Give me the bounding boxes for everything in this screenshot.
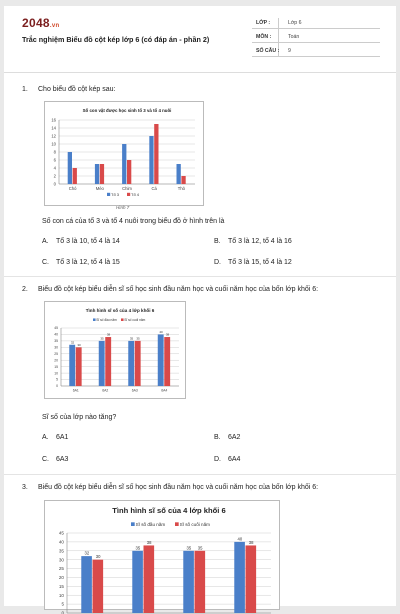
y-tick-label: 15 [58, 583, 64, 589]
x-tick-label: Chim [122, 186, 132, 192]
data-label: 35 [129, 336, 134, 341]
bar-series2 [127, 160, 131, 184]
bar-series1 [158, 334, 164, 386]
y-tick-label: 5 [56, 377, 58, 382]
bar-series2 [76, 347, 82, 386]
legend-swatch [121, 318, 124, 321]
legend-label: Sĩ số cuối năm [124, 318, 146, 322]
option-text: 6A3 [56, 456, 69, 463]
meta-subject [252, 30, 380, 43]
q1-option-d[interactable] [214, 259, 292, 266]
legend-label: Sĩ số đầu năm [135, 522, 166, 527]
x-tick-label: Mèo [95, 186, 104, 192]
meta-subject-key: MÔN : [256, 34, 272, 40]
question-separator [4, 474, 396, 475]
option-text: Tổ 3 là 15, tổ 4 là 12 [228, 259, 292, 266]
y-tick-label: 0 [56, 384, 58, 389]
y-tick-label: 45 [54, 326, 58, 331]
question-2-text: Biểu đồ cột kép biểu diễn sĩ số học sinh đầu năm học và cuối năm học của bốn lớp khối 6: [38, 286, 319, 293]
chart-title: Tình hình sĩ số của 4 lớp khối 6 [85, 308, 155, 313]
legend-label: Tổ 4 [131, 192, 140, 197]
option-letter: B. [214, 238, 221, 245]
question-1-prompt: Số con cá của tổ 3 và tổ 4 nuôi trong biểu đồ ở hình trên là [42, 218, 225, 225]
option-text: Tổ 3 là 10, tổ 4 là 14 [56, 238, 120, 245]
bar-series1 [81, 556, 92, 613]
y-tick-label: 12 [51, 133, 56, 139]
data-label: 30 [77, 342, 81, 347]
bar-series2 [100, 164, 104, 184]
data-label: 38 [106, 332, 111, 337]
y-tick-label: 14 [51, 125, 56, 131]
data-label: 32 [84, 550, 90, 556]
x-tick-label: Chó [68, 186, 77, 192]
bar-series2 [135, 341, 141, 386]
question-2-number: 2. [22, 286, 28, 293]
y-tick-label: 0 [53, 181, 56, 187]
bar-series2 [93, 560, 104, 613]
q1-option-b[interactable] [214, 238, 292, 245]
logo-suffix: .vn [49, 23, 60, 29]
option-letter: D. [214, 259, 221, 266]
chart-title: Tình hình sĩ số của 4 lớp khối 6 [112, 506, 226, 515]
bar-series1 [149, 136, 153, 184]
meta-class-value: Lớp 6 [288, 20, 302, 26]
data-label: 38 [248, 539, 254, 545]
chart-3 [45, 501, 279, 614]
option-letter: B. [214, 434, 221, 441]
question-3-text: Biểu đồ cột kép biểu diễn sĩ số học sinh đầu năm học và cuối năm học của bốn lớp khối 6: [38, 484, 319, 491]
question-2-prompt: Sĩ số của lớp nào tăng? [42, 414, 117, 421]
chart-1 [45, 102, 203, 205]
q1-option-c[interactable] [42, 259, 120, 266]
x-tick-label: Thỏ [177, 186, 186, 192]
data-label: 35 [100, 336, 104, 341]
page-title: Trắc nghiệm Biểu đồ cột kép lớp 6 (có đáp án - phần 2) [22, 35, 210, 44]
q2-option-a[interactable] [42, 434, 68, 441]
y-tick-label: 10 [51, 141, 56, 147]
legend-swatch [175, 522, 179, 526]
y-tick-label: 10 [58, 592, 64, 598]
data-label: 35 [197, 545, 203, 551]
chart-1-frame [44, 101, 204, 206]
option-letter: C. [42, 259, 49, 266]
bar-series2 [164, 337, 170, 386]
q2-option-b[interactable] [214, 434, 240, 441]
option-letter: A. [42, 238, 49, 245]
y-tick-label: 16 [51, 117, 56, 123]
bar-series2 [181, 176, 185, 184]
bar-series1 [99, 341, 105, 386]
data-label: 40 [237, 536, 243, 542]
figure-caption: Hình 7 [116, 205, 130, 210]
x-tick-label: 6A2 [102, 388, 109, 393]
worksheet-page [4, 6, 396, 614]
meta-count-key: SỐ CÂU : [256, 48, 280, 54]
bar-series1 [122, 144, 126, 184]
option-letter: C. [42, 456, 49, 463]
data-label: 38 [165, 332, 170, 337]
y-tick-label: 8 [53, 149, 56, 155]
y-tick-label: 45 [58, 530, 64, 536]
x-tick-label: Cá [151, 186, 157, 192]
option-letter: A. [42, 434, 49, 441]
q1-option-a[interactable] [42, 238, 120, 245]
page-header [4, 6, 396, 70]
question-separator [4, 276, 396, 277]
meta-subject-value: Toán [288, 34, 300, 40]
x-tick-label: 6A1 [72, 388, 79, 393]
bar-series1 [183, 551, 194, 613]
question-1-number: 1. [22, 86, 28, 93]
legend-label: Tổ 3 [111, 192, 120, 197]
y-tick-label: 20 [54, 358, 58, 363]
chart-2 [45, 302, 185, 398]
option-letter: D. [214, 456, 221, 463]
option-text: 6A4 [228, 456, 241, 463]
chart-3-frame [44, 500, 280, 614]
bar-series1 [177, 164, 181, 184]
legend-label: Sĩ số cuối năm [179, 522, 210, 527]
option-text: 6A2 [228, 434, 241, 441]
data-label: 32 [70, 340, 75, 345]
question-1-text: Cho biểu đồ cột kép sau: [38, 86, 116, 93]
legend-swatch [127, 193, 130, 196]
y-tick-label: 30 [54, 345, 58, 350]
y-tick-label: 10 [54, 371, 58, 376]
data-label: 38 [146, 539, 152, 545]
option-text: Tổ 3 là 12, tổ 4 là 15 [56, 259, 120, 266]
y-tick-label: 40 [58, 539, 64, 545]
y-tick-label: 25 [54, 351, 58, 356]
bar-series1 [234, 542, 245, 613]
chart-2-frame [44, 301, 186, 399]
y-tick-label: 25 [58, 566, 64, 572]
y-tick-label: 4 [53, 165, 56, 171]
option-text: 6A1 [56, 434, 69, 441]
chart-title: Số con vật được học sinh tổ 3 và tổ 4 nuôi [82, 108, 172, 113]
y-tick-label: 35 [58, 548, 64, 554]
y-tick-label: 2 [53, 173, 56, 179]
meta-class-key: LỚP : [256, 20, 271, 26]
data-label: 30 [95, 554, 101, 560]
site-logo[interactable] [22, 16, 59, 30]
y-tick-label: 40 [54, 332, 58, 337]
bar-series2 [73, 168, 77, 184]
meta-count [252, 44, 380, 57]
bar-series2 [105, 337, 111, 386]
data-label: 35 [135, 545, 141, 551]
y-tick-label: 30 [58, 557, 64, 563]
logo-text: 2048 [22, 16, 50, 30]
y-tick-label: 15 [54, 364, 58, 369]
data-label: 35 [186, 545, 192, 551]
legend-swatch [93, 318, 96, 321]
bar-series1 [132, 551, 143, 613]
x-tick-label: 6A3 [131, 388, 138, 393]
y-tick-label: 6 [53, 157, 56, 163]
bar-series2 [154, 124, 158, 184]
bar-series2 [195, 551, 206, 613]
question-3-number: 3. [22, 484, 28, 491]
y-tick-label: 5 [61, 601, 64, 607]
data-label: 40 [159, 329, 163, 334]
bar-series2 [246, 545, 257, 613]
y-tick-label: 0 [61, 610, 64, 614]
option-text: Tổ 3 là 12, tổ 4 là 16 [228, 238, 292, 245]
y-tick-label: 20 [58, 575, 64, 581]
x-tick-label: 6A4 [161, 388, 168, 393]
q2-option-d[interactable] [214, 456, 240, 463]
data-label: 35 [136, 336, 140, 341]
meta-class [252, 16, 380, 29]
y-tick-label: 35 [54, 339, 58, 344]
q2-option-c[interactable] [42, 456, 68, 463]
bar-series1 [95, 164, 99, 184]
bar-series1 [69, 345, 75, 386]
bar-series1 [128, 341, 134, 386]
header-divider [4, 72, 396, 73]
bar-series1 [68, 152, 72, 184]
legend-label: Sĩ số đầu năm [96, 318, 117, 322]
bar-series2 [144, 545, 155, 613]
legend-swatch [131, 522, 135, 526]
meta-count-value: 9 [288, 48, 291, 54]
legend-swatch [107, 193, 110, 196]
